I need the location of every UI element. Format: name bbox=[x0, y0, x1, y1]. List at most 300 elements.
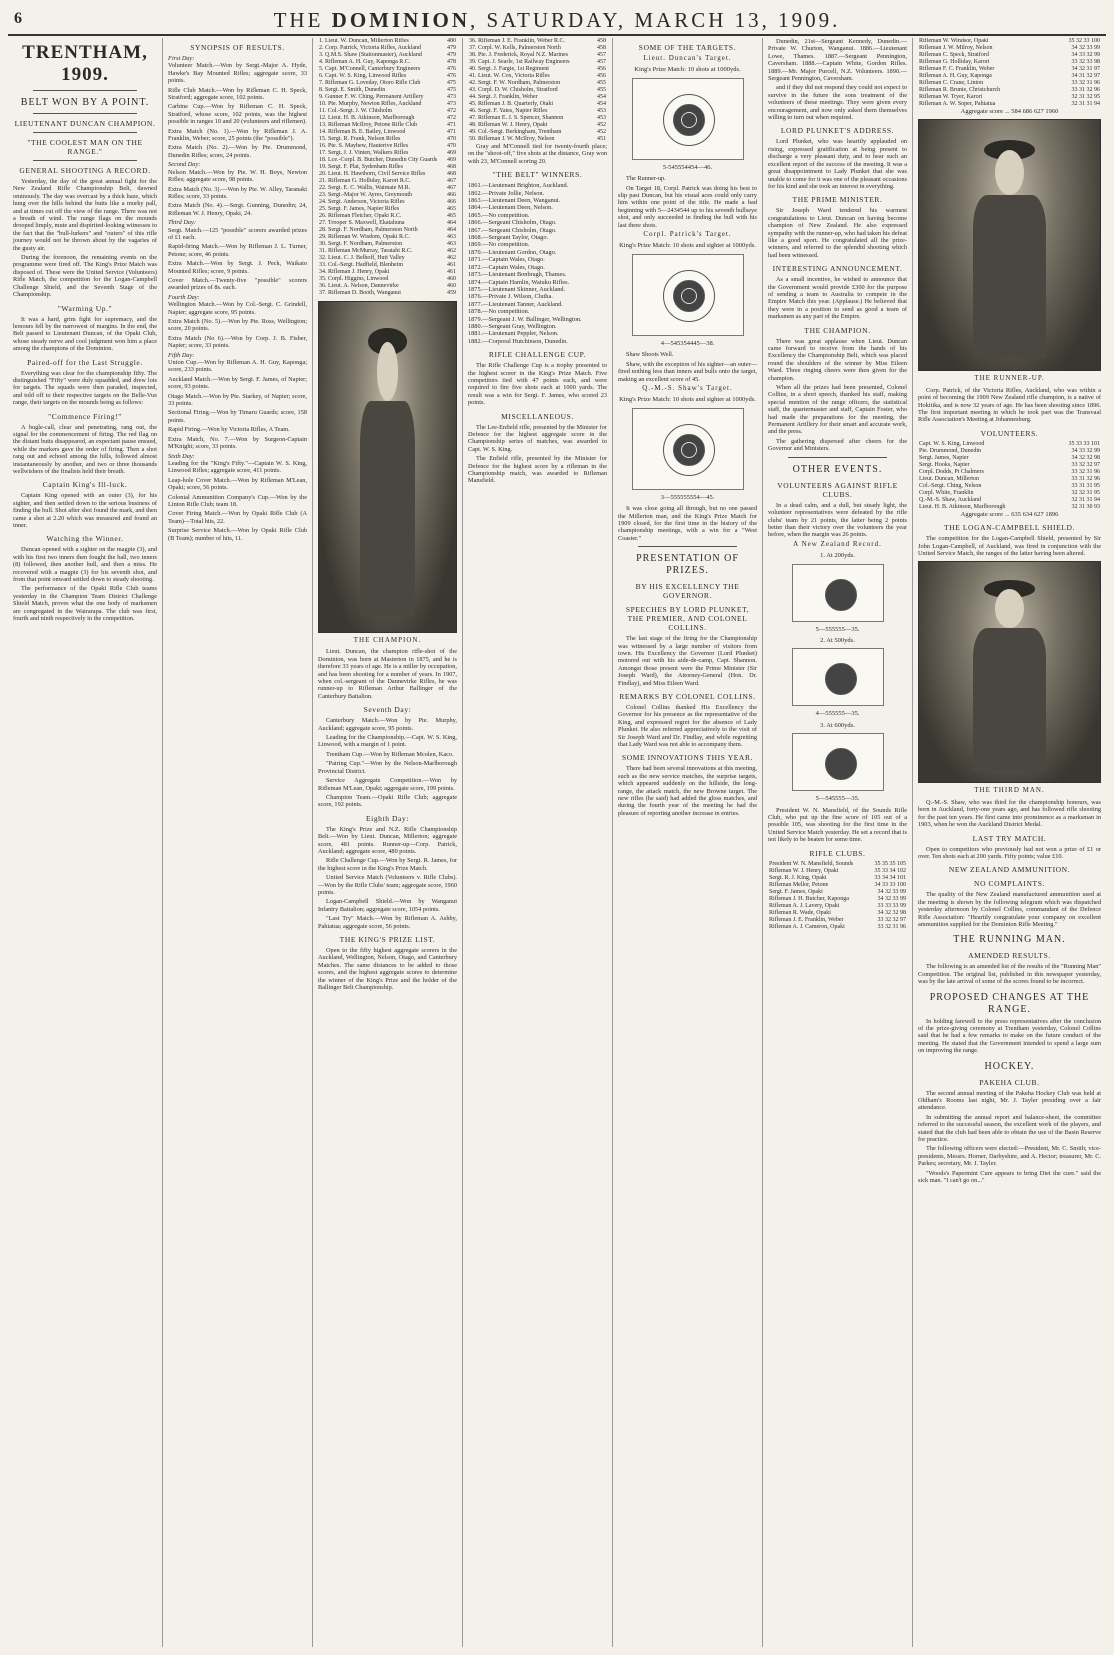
row-name: 6. Capt. W. S. King, Linwood Rifles bbox=[319, 73, 407, 79]
paragraph: Sir Joseph Ward tendered his warmest congratulations to Lieut. Duncan on having become champion of New Zealand. He also expressed sympathy with the runner-up, who had taken his defeat like a good sport. He congratulated all the prize-winners, and referred to the splendid shooting which had been witnessed. bbox=[768, 207, 907, 259]
row-name: 43. Corpl. D. W. Chisholm, Stratford bbox=[469, 87, 558, 93]
result-text: Volunteer Match.—Won by Sergt.-Major A. Hyde, Hawke's Bay Mounted Rifles; aggregate score, 33 points. bbox=[168, 62, 307, 85]
aggregate: Aggregate score ... 584 686 627 1960 bbox=[960, 108, 1059, 115]
table-row bbox=[318, 66, 457, 73]
table-row bbox=[918, 462, 1101, 469]
row-score: 468 bbox=[447, 171, 456, 177]
row-name: Rifleman A. W. Soper, Pahiatua bbox=[919, 101, 996, 107]
paragraph: Canterbury Match.—Won by Pte. Murphy, Auckland; aggregate score, 95 points. bbox=[318, 717, 457, 732]
table-row bbox=[918, 80, 1101, 87]
winner-entry: 1862.—Private Jollie, Nelson. bbox=[468, 189, 545, 197]
result-item bbox=[168, 494, 307, 509]
row-name: Rifleman A. J. Lavery, Opaki bbox=[769, 902, 840, 909]
row-score: 476 bbox=[447, 73, 456, 79]
row-score: 456 bbox=[597, 73, 606, 79]
row-name: 3. Q.M.S. Shaw (Stationmaster), Auckland bbox=[319, 52, 422, 58]
row-name: 45. Rifleman J. B. Quarterly, Otaki bbox=[469, 101, 554, 107]
result-item bbox=[168, 318, 307, 333]
result-item bbox=[168, 527, 307, 542]
table-row bbox=[918, 504, 1101, 511]
table-row bbox=[918, 94, 1101, 101]
paragraph: Gray and M'Connell tied for twenty-fourth place; on the "shoot-off," five shots at the distance, Gray won with 23, M'Connell scoring 20. bbox=[468, 143, 607, 165]
table-row bbox=[318, 115, 457, 122]
table-row bbox=[468, 52, 607, 59]
row-score: 462 bbox=[447, 255, 456, 261]
paragraph: The following is an amended list of the results of the "Running Man" Competition. The original list, published in this newspaper yesterday, was by the late arrival of some of the scores found to be incorrect. bbox=[918, 963, 1101, 986]
result-item bbox=[168, 260, 307, 275]
result-item bbox=[168, 202, 307, 217]
row-score: 478 bbox=[447, 59, 456, 65]
row-name: 22. Sergt. E. C. Wallis, Waimate M.R. bbox=[319, 185, 411, 191]
paragraph: The gathering dispersed after cheers for the Governor and Ministers. bbox=[768, 437, 907, 453]
table-row bbox=[768, 896, 907, 903]
paragraph: As a small incentive, he wished to announce that the Government would provide £300 for the purpose of sending a team to Australia to compete in the Empire Match this year. (Applause.) He believed that they were in a position to send as good a team of marksmen as any part of the Empire. bbox=[768, 276, 907, 321]
row-name: Lieut. H. B. Atkinson, Marlborough bbox=[919, 503, 1006, 510]
result-item bbox=[168, 161, 307, 183]
table-row bbox=[768, 882, 907, 889]
table-row bbox=[318, 276, 457, 283]
paragraph: Leading for the Championship.—Capt. W. S. King, Linwood, with a margin of 1 point. bbox=[318, 734, 457, 749]
row-name: 16. Pte. S. Mayhew, Hauterive Rifles bbox=[319, 143, 409, 149]
row-name: Sergt. R. J. King, Opaki bbox=[769, 874, 827, 881]
paragraph: The competition for the Logan-Campbell Shield, presented by Sir John Logan-Campbell, of Auckland, was fired in conjunction with the United Service Match, the ranges of the latter having been altered. bbox=[918, 535, 1101, 558]
winner-entry: 1876.—Private J. Wilson, Clutha. bbox=[468, 293, 553, 301]
column-3 bbox=[313, 38, 463, 1647]
table-row bbox=[318, 283, 457, 290]
row-name: 26. Rifleman Fletcher, Opaki R.C. bbox=[319, 213, 402, 219]
row-score: 467 bbox=[447, 178, 456, 184]
paragraph: The Rifle Challenge Cup is a trophy presented to the highest scorer in the King's Prize Match. Five competitors tied with 47 points each, and were required to fire five shots each at 1000 yards. The result was a win for Sergt. F. James, who scored 23 points. bbox=[468, 362, 607, 407]
table-row bbox=[318, 248, 457, 255]
paragraph: Colonel Collins thanked His Excellency the Governor for his presence as the representative of the King, and expressed regret for the absence of Lady Plunket. He also referred appreciatively to the visit of Sir Joseph Ward and Dr. Findlay, and while regretting that Lady Ward was not able to accompany them. bbox=[618, 704, 757, 749]
paragraph: The Enfield rifle, presented by the Minister for Defence for the highest score by a rifleman in the Championship match, was awarded to Rifleman Mansfield. bbox=[468, 455, 607, 485]
result-item bbox=[168, 103, 307, 125]
result-item bbox=[168, 376, 307, 391]
row-score: 33 32 33 98 bbox=[1071, 59, 1100, 65]
paragraph: Open to competitors who previously had not won a prize of £1 or over. Ten shots each at 200 yards. Fifty points; value £10. bbox=[918, 845, 1101, 860]
section-presentation: PRESENTATION OF PRIZES. bbox=[636, 553, 739, 577]
paragraph: Lieut. Duncan, the champion rifle-shot of the Dominion, was born at Masterton in 1875, and he is therefore 33 years of age. He is a miller by occupation, and has been shooting for a number of years. In 1907, when col.-sergeant of the Dannevirke Rifles, he was runner-up to Rifleman Arthur Ballinger of the Canterbury Battalion. bbox=[318, 648, 457, 700]
paragraph: "Last Try" Match.—Won by Rifleman A. Ashby, Pahiatua; aggregate score, 56 points. bbox=[318, 915, 457, 930]
result-text: Union Cup.—Won by Rifleman A. H. Guy, Kaponga; score, 233 points. bbox=[168, 359, 307, 374]
target-score: 5-545554454—46. bbox=[662, 163, 713, 171]
row-name: Rifleman W. Windsor, Opaki bbox=[919, 38, 989, 44]
result-text: Leap-hole Cover Match.—Won by Rifleman M'Lean, Opaki; score, 56 points. bbox=[168, 476, 307, 492]
row-name: 10. Pte. Murphy, Newton Rifles, Auckland bbox=[319, 101, 422, 107]
paragraph: The Runner-up. bbox=[626, 175, 666, 183]
record-target-1 bbox=[792, 564, 884, 622]
table-row bbox=[918, 455, 1101, 462]
row-name: Rifleman G. Holliday, Karori bbox=[919, 59, 990, 65]
result-text: Cover Firing Match.—Won by Opaki Rifle Club (A Team)—Total hits, 22. bbox=[168, 510, 307, 525]
row-name: Q.-M.-S. Shaw, Auckland bbox=[919, 496, 981, 503]
row-name: 49. Col.-Sergt. Berkingham, Trentham bbox=[469, 129, 562, 135]
target-title-duncan: Lieut. Duncan's Target. bbox=[643, 54, 732, 62]
row-name: Rifleman A. J. Cameron, Opaki bbox=[769, 923, 845, 930]
row-name: 31. Rifleman McMurray, Taratahi R.C. bbox=[319, 248, 413, 254]
section-warming: "Warming Up." bbox=[57, 303, 113, 313]
row-name: Rifleman J. H. Butcher, Kaponga bbox=[769, 895, 849, 902]
paragraph: It was close going all through, but no one passed the Millerton man, and the King's Prize Match for 1909 closed, for the first time in the history of the championship meetings, with a win for a "West Coaster." bbox=[618, 505, 757, 542]
table-row bbox=[318, 234, 457, 241]
table-row bbox=[318, 45, 457, 52]
target-title-shaw: Q.-M.-S. Shaw's Target. bbox=[642, 383, 733, 392]
row-score: 457 bbox=[597, 52, 606, 58]
row-name: 40. Sergt. J. Fargie, 1st Regiment bbox=[469, 66, 549, 72]
winner-entry: 1870.—Lieutenant Gordon, Otago. bbox=[468, 248, 557, 256]
row-score: 451 bbox=[597, 136, 606, 142]
winner-entry: 1874.—Captain Hamlin, Waiuku Rifles. bbox=[468, 278, 570, 286]
row-score: 455 bbox=[597, 80, 606, 86]
paragraph: In a dead calm, and a dull, but steady light, the volunteer representatives were defeated by the rifle clubs' team by 21 points, the latter being 2 points better than their victory over the volunteers the year before, when the margin was 26 points. bbox=[768, 501, 907, 539]
row-score: 461 bbox=[447, 262, 456, 268]
table-row bbox=[468, 101, 607, 108]
table-row bbox=[318, 185, 457, 192]
row-name: 36. Rifleman J. E. Franklin, Weber R.C. bbox=[469, 38, 566, 44]
table-row bbox=[318, 157, 457, 164]
row-score: 32 31 31 94 bbox=[1071, 101, 1100, 107]
paragraph: and if they did not respond they could not expect to survive in the future the sons treatment of the volunteers of these meetings. They were given every encouragement, and now only asked them themselves willing to turn out when required. bbox=[768, 84, 907, 122]
row-score: 461 bbox=[447, 269, 456, 275]
paragraph: On Target 18, Corpl. Patrick was doing his best to slip past Duncan, but his visual aces could only carry him within one point of the title. He made a bad beginning with 5—2434544 up to his seventh bullseye shot, and only succeeded in finding the bull with his last three shots. bbox=[618, 184, 757, 229]
row-name: Rifleman Mellor, Petone bbox=[769, 881, 829, 888]
winner-entry: 1871.—Captain Wales, Otago. bbox=[468, 256, 545, 264]
table-row bbox=[318, 87, 457, 94]
table-row bbox=[318, 199, 457, 206]
row-name: 12. Lieut. H. B. Atkinson, Marlborough bbox=[319, 115, 415, 121]
table-row bbox=[918, 87, 1101, 94]
result-day-label: Sixth Day: bbox=[168, 452, 195, 460]
section-champion: THE CHAMPION. bbox=[804, 325, 871, 335]
result-text: Extra Match (No 6).—Won by Corp. J. B. Fisher, Napier; score, 33 points. bbox=[168, 334, 307, 350]
table-row bbox=[318, 213, 457, 220]
table-row bbox=[468, 94, 607, 101]
table-row bbox=[318, 269, 457, 276]
paragraph: Shaw, with the exception of his sighter—an outer—fired nothing less than inners and bulls onto the target, making an excellent score of 45. bbox=[618, 360, 757, 383]
paragraph: The quality of the New Zealand manufactured ammunition used at the meeting is shown by the following telegram which was dispatched yesterday afternoon by Colonel Collins, commandant of the Defence Rifle Association: "Heartily congratulate your company on excellent ammunition supplied for the Dominion Rifle Meeting." bbox=[918, 891, 1101, 928]
paragraph: It was a hard, grim fight for supremacy, and the honours fell by the narrowest of margins. In the end, the Belt passed to Lieutenant Duncan, of the Opaki Club, whose steady nerve and cool judgment won him a place among the champions of the Dominion. bbox=[13, 315, 157, 353]
row-score: 471 bbox=[447, 122, 456, 128]
result-item bbox=[168, 352, 307, 374]
row-score: 32 32 31 95 bbox=[1071, 489, 1100, 496]
result-text: Nelson Match.—Won by Pte. W. H. Boys, Newton Rifles; aggregate score, 98 points. bbox=[168, 168, 307, 184]
paragraph: When all the prizes had been presented, Colonel Collins, in a short speech, thanked his staff, making special mention of the range officers, the statistical staff, the quartermaster and staff, Captain Foster, who had made the preparations for the meeting, the Permanent Artillery for their smart and accurate work, and the press. bbox=[768, 384, 907, 436]
record-target-2 bbox=[792, 648, 884, 706]
row-score: 458 bbox=[597, 45, 606, 51]
row-name: 11. Col.-Sergt. J. W. Chisholm bbox=[319, 108, 393, 114]
result-text: Cover Match.—Twenty-five "possible" scorers awarded prizes of 8s. each. bbox=[168, 276, 307, 292]
row-name: Sergt. F. James, Opaki bbox=[769, 888, 823, 895]
row-score: 452 bbox=[597, 129, 606, 135]
section-innovations: SOME INNOVATIONS THIS YEAR. bbox=[621, 753, 754, 763]
row-name: 46. Sergt. F. Yates, Napier Rifles bbox=[469, 108, 548, 114]
table-row bbox=[468, 108, 607, 115]
row-name: 42. Sergt. F. W. Nordham, Palmerston bbox=[469, 80, 561, 86]
subhead-belt: BELT WON BY A POINT. bbox=[20, 97, 150, 108]
result-text: Leading for the "King's Fifty."—Captain W. S. King, Linwood Rifles; aggregate score, 411 points. bbox=[168, 459, 307, 475]
paragraph: During the forenoon, the remaining events on the programme were fired off. The King's Prize Match was disposed of. These were the United Service (Volunteers) Rifle Match, the competition for the Logan-Campbell Challenge Shield, and the Seventh Stage of the Championship. bbox=[13, 254, 157, 299]
result-item bbox=[168, 294, 307, 316]
row-name: 37. Corpl. W. Kells, Palmerston North bbox=[469, 45, 561, 51]
result-item bbox=[168, 409, 307, 424]
row-name: 41. Lieut. W. Cox, Victoria Rifles bbox=[469, 73, 550, 79]
paragraph: Captain King opened with an outer (3), for his sighter, and then settled down to the serious business of finding the bull. Shot after shot found the mark, and then came a shot at 2.20 which was measured and found an inner. bbox=[13, 492, 157, 530]
paragraph: Shaw Shoots Well. bbox=[626, 351, 674, 359]
row-name: 19. Sergt. F. Plat, Sydenham Rifles bbox=[319, 164, 403, 170]
paragraph: Yesterday, the day of the great annual fight for the New Zealand Rifle Championship Belt, dawned ominously. The day was overcast by a thick haze, which hung over the hills behind the butts like a murky pall, and at times cut off the view of the range. There was not a breath of wind. The range flags on the mounds drooped limply, mute and dispirited-looking witnesses to the fact that the "bull-lurkers" and "outers" of this rifle journey would not be thrown about by the vagaries of the gusty air. bbox=[13, 178, 157, 252]
columns bbox=[8, 38, 1106, 1647]
result-text: Carbine Cup.—Won by Rifleman C. H. Speck, Stratford, whose score, 102 points, was the highest possible in ranges 10 and 20 (volunteers and riflemen). bbox=[168, 103, 307, 126]
section-other-events: OTHER EVENTS. bbox=[792, 463, 883, 475]
table-row bbox=[318, 52, 457, 59]
section-king: Captain King's Ill-luck. bbox=[42, 480, 128, 490]
title-main: DOMINION bbox=[331, 8, 470, 32]
table-row bbox=[918, 66, 1101, 73]
row-name: 48. Rifleman W. J. Henry, Opaki bbox=[469, 122, 548, 128]
table-row bbox=[318, 101, 457, 108]
result-item bbox=[168, 335, 307, 350]
result-item bbox=[168, 436, 307, 451]
winner-entry: 1867.—Sergeant Chisholm, Otago. bbox=[468, 226, 557, 234]
table-row bbox=[918, 73, 1101, 80]
row-score: 475 bbox=[447, 80, 456, 86]
table-row bbox=[918, 483, 1101, 490]
newspaper-title: THE DOMINION, SATURDAY, MARCH 13, 1909. bbox=[273, 8, 841, 32]
target-sub: King's Prize Match: 10 shots and sighter at 1000yds. bbox=[619, 242, 756, 250]
section-general: GENERAL SHOOTING A RECORD. bbox=[19, 166, 151, 175]
result-text: Extra Match (No. 5).—Won by Pte. Ross, Wellington; score, 20 points. bbox=[168, 318, 307, 333]
row-score: 479 bbox=[447, 45, 456, 51]
row-name: Col.-Sergt. Ching, Nelson bbox=[919, 482, 982, 489]
table-row bbox=[918, 101, 1101, 108]
row-score: 479 bbox=[447, 52, 456, 58]
row-score: 32 31 31 94 bbox=[1071, 496, 1100, 503]
table-row bbox=[918, 469, 1101, 476]
table-row bbox=[918, 476, 1101, 483]
kings-prize-table-pre bbox=[468, 38, 607, 143]
row-score: 34 33 32 99 bbox=[1071, 52, 1100, 58]
table-row bbox=[318, 59, 457, 66]
row-score: 33 34 34 101 bbox=[874, 874, 906, 881]
row-score: 472 bbox=[447, 108, 456, 114]
row-name: Rifleman R. Brunie, Christchurch bbox=[919, 87, 1001, 93]
row-score: 470 bbox=[447, 136, 456, 142]
paragraph: The performance of the Opaki Rifle Club teams yesterday in the Champion Team District Challenge Shield Match, proves what the one body of marksmen are congregated in the Wairarapa. The club was first, fourth and ninth respectively in the competition. bbox=[13, 585, 157, 623]
row-score: 33 31 32 96 bbox=[1071, 87, 1100, 93]
result-text: Extra Match (No. 4).—Sergt. Gunning, Dunedin; 24, Rifleman W. J. Henry, Opaki, 24. bbox=[168, 202, 307, 217]
row-name: Rifleman J. W. Milroy, Nelson bbox=[919, 45, 993, 51]
row-score: 35 35 35 105 bbox=[874, 860, 906, 867]
row-name: 13. Rifleman McIlroy, Petone Rifle Club bbox=[319, 122, 418, 128]
row-score: 466 bbox=[447, 199, 456, 205]
section-winner: Watching the Winner. bbox=[46, 534, 124, 544]
row-name: 25. Sergt. F. James, Napier Rifles bbox=[319, 206, 400, 212]
row-name: Corpl. Dodds, Pt Chalmers bbox=[919, 468, 984, 475]
table-row bbox=[918, 490, 1101, 497]
row-name: 20. Lieut. H. Hawthorn, Civil Service Rifles bbox=[319, 171, 426, 177]
paragraph: United Service Match (Volunteers v. Rifle Clubs).—Won by the Rifle Clubs' team; aggregate score, 1960 points. bbox=[318, 874, 457, 896]
row-name: 50. Rifleman J. W. McIlroy, Nelson bbox=[469, 136, 555, 142]
table-row bbox=[468, 129, 607, 136]
winner-entry: 1868.—Sergeant Taylor, Otago. bbox=[468, 234, 549, 242]
section-pakeha: PAKEHA CLUB. bbox=[979, 1077, 1040, 1087]
section-amended: AMENDED RESULTS. bbox=[968, 951, 1051, 961]
row-score: 457 bbox=[597, 59, 606, 65]
row-name: 21. Rifleman G. Holliday, Karori R.C. bbox=[319, 178, 411, 184]
row-name: Sergt. Hooks, Napier bbox=[919, 461, 970, 468]
row-score: 469 bbox=[447, 157, 456, 163]
record-score: 4—555555—35. bbox=[815, 710, 860, 718]
record-range: 2. At 500yds. bbox=[820, 636, 855, 644]
row-name: 8. Sergt. E. Smith, Dunedin bbox=[319, 87, 386, 93]
result-text: Rapid Firing.—Won by Victoria Rifles, A Team. bbox=[168, 426, 290, 434]
table-row bbox=[318, 94, 457, 101]
section-belt-winners: "THE BELT" WINNERS. bbox=[492, 170, 583, 180]
column-4 bbox=[463, 38, 613, 1647]
row-name: 37. Rifleman D. Booth, Wanganui bbox=[319, 290, 401, 296]
result-text: Extra Match (No. 2).—Won by Pte. Drummond, Dunedin Rifles; score, 24 points. bbox=[168, 144, 307, 159]
table-row bbox=[468, 80, 607, 87]
target-score: 4—545354445—38. bbox=[660, 339, 715, 347]
section-running-man: THE RUNNING MAN. bbox=[953, 934, 1066, 946]
subhead-coolest: "THE COOLEST MAN ON THE RANGE." bbox=[27, 138, 143, 156]
row-name: Rifleman C. Speck, Stratford bbox=[919, 52, 989, 58]
table-row bbox=[318, 150, 457, 157]
paragraph: "Woods's Papermint Cure appears to bring Diet the cure." said the sick man. "I can't go on..." bbox=[918, 1169, 1101, 1185]
table-row bbox=[318, 108, 457, 115]
section-kings-prize-list: THE KING'S PRIZE LIST. bbox=[339, 935, 436, 944]
row-name: 47. Rifleman E. J. S. Spencer, Shannon bbox=[469, 115, 564, 121]
row-score: 456 bbox=[597, 66, 606, 72]
row-score: 471 bbox=[447, 129, 456, 135]
row-score: 460 bbox=[447, 283, 456, 289]
section-plunket: LORD PLUNKET'S ADDRESS. bbox=[780, 126, 895, 136]
paragraph: Open to the fifty highest aggregate scorers in the Auckland, Wellington, Nelson, Otago, and Canterbury Matches. The same distances to be added to those scores, and the highest aggregate scores to determine the winner of the King's Prize and the holder of the Ballinger Belt Championship. bbox=[318, 947, 457, 992]
row-name: 15. Sergt. R. Frank, Nelson Rifles bbox=[319, 136, 401, 142]
result-text: Surprise Service Match.—Won by Opaki Rifle Club (B Team); number of hits, 11. bbox=[168, 527, 307, 542]
row-score: 473 bbox=[447, 94, 456, 100]
table-row bbox=[318, 80, 457, 87]
row-name: 33. Col.-Sergt. Hadfield, Blenheim bbox=[319, 262, 404, 268]
row-name: Rifleman W. J. Henry, Opaki bbox=[769, 867, 839, 874]
synopsis-list bbox=[168, 55, 307, 542]
row-score: 454 bbox=[597, 94, 606, 100]
section-announcement: INTERESTING ANNOUNCEMENT. bbox=[772, 264, 903, 274]
subhead-champion: LIEUTENANT DUNCAN CHAMPION. bbox=[14, 119, 156, 128]
column-2 bbox=[163, 38, 313, 1647]
row-score: 455 bbox=[597, 87, 606, 93]
result-text: Sergt. Match.—125 "possible" scorers awarded prizes of £1 each. bbox=[168, 226, 307, 241]
row-score: 476 bbox=[447, 66, 456, 72]
paragraph: Everything was clear for the championship fifty. The distinguished "Fifty" were duly squadded, and drew lots for targets. The squads were then paraded, inspected, and told off to their respective targets on the Belle-Vue range, their targets on the mounds being as follows: bbox=[13, 369, 157, 407]
result-text: Sectional Firing.—Won by Timaru Guards; score, 158 points. bbox=[168, 409, 307, 424]
row-score: 463 bbox=[447, 234, 456, 240]
table-row bbox=[768, 889, 907, 896]
section-prime-minister: THE PRIME MINISTER. bbox=[792, 195, 883, 205]
result-item bbox=[168, 393, 307, 408]
record-title: A New Zealand Record. bbox=[793, 539, 882, 548]
winner-entry: 1879.—Sergeant J. W. Ballinger, Wellington. bbox=[468, 315, 582, 323]
row-score: 462 bbox=[447, 248, 456, 254]
table-row bbox=[468, 122, 607, 129]
result-item bbox=[168, 186, 307, 201]
result-item bbox=[168, 144, 307, 159]
winner-entry: 1881.—Lieutenant Peppler, Nelson. bbox=[468, 330, 559, 338]
table-row bbox=[318, 122, 457, 129]
target-shaw bbox=[632, 408, 744, 490]
winner-entry: 1861.—Lieutenant Brighton, Auckland. bbox=[468, 182, 569, 190]
row-name: 32. Lieut. C. J. Belhoff, Hutt Valley bbox=[319, 255, 405, 261]
row-name: 39. Capt. J. Searle, 1st Railway Engineers bbox=[469, 59, 570, 65]
result-item bbox=[168, 477, 307, 492]
paragraph: Q.-M.-S. Shaw, who was third for the championship honours, was born in Auckland, forty-one years ago, and has followed rifle shooting for the past ten years. He first came into prominence as a marksman in 1903, when he won the Auckland District Medal. bbox=[918, 798, 1101, 829]
result-text: Extra Match (No. 3).—Won by Pte. W. Alley, Taranaki Rifles; score, 33 points. bbox=[168, 185, 307, 200]
record-range: 1. At 200yds. bbox=[820, 552, 855, 560]
target-sub: King's Prize Match: 10 shots and sighter at 1000yds. bbox=[619, 396, 756, 404]
section-collins: REMARKS BY COLONEL COLLINS. bbox=[619, 692, 756, 701]
row-score: 33 32 31 96 bbox=[877, 923, 906, 930]
row-name: 34. Rifleman J. Henry, Opaki bbox=[319, 269, 390, 275]
title-date: SATURDAY, MARCH 13, 1909. bbox=[486, 8, 841, 32]
winner-entry: 1864.—Lieutenant Deen, Nelson. bbox=[468, 204, 553, 212]
row-score: 33 31 31 95 bbox=[1071, 482, 1100, 489]
target-duncan bbox=[632, 78, 744, 160]
table-row bbox=[768, 924, 907, 931]
paragraph: Dunedin, 21st—Sergeant Kennedy, Dunedin.—Private W. Churton, Wanganui. 1886.—Lieutenant Lowe, Thames. 1887.—Sergeant Pennington, Caversham. 1888.—Captain White, Gordon Rifles. 1889.—Mr. Major Purcell, N.Z. Volunteers. 1890.—Sergeant Pennington, Caversham. bbox=[768, 38, 907, 83]
row-name: Rifleman F. C. Franklin, Weber bbox=[919, 66, 995, 72]
section-targets: SOME OF THE TARGETS. bbox=[638, 43, 737, 52]
row-score: 475 bbox=[447, 87, 456, 93]
winner-entry: 1878.—No competition. bbox=[468, 308, 530, 316]
row-score: 34 32 32 98 bbox=[1071, 454, 1100, 461]
table-row bbox=[318, 220, 457, 227]
record-range: 3. At 600yds. bbox=[820, 721, 855, 729]
paragraph: The Lee-Enfield rifle, presented by the Minister for Defence for the highest aggregate score in the Championship series of matches, was awarded to Capt. W. S. King. bbox=[468, 423, 607, 453]
row-score: 33 32 31 96 bbox=[1071, 468, 1100, 475]
row-score: 35 33 33 101 bbox=[1068, 440, 1100, 447]
record-score: 5—555555—35. bbox=[815, 625, 860, 633]
result-item bbox=[168, 219, 307, 241]
row-score: 453 bbox=[597, 115, 606, 121]
row-score: 34 32 33 99 bbox=[877, 888, 906, 895]
table-row bbox=[468, 66, 607, 73]
paragraph: Lord Plunket, who was heartily applauded on rising, expressed gratification at being present to discharge a very pleasant duty, and to hear such an excellent report of the success of the meeting. It was a great disappointment to Lady Plunket that she was unable to come for it was one of the pleasant occasions for his kind and she took an interest in everything. bbox=[768, 138, 907, 190]
section-volunteers: VOLUNTEERS. bbox=[980, 428, 1039, 438]
result-text: Rapid-firing Match.—Won by Rifleman J. L. Turner, Petone; score, 46 points. bbox=[168, 243, 307, 258]
table-row bbox=[918, 45, 1101, 52]
title-left: THE bbox=[273, 8, 324, 32]
row-score: 34 32 33 99 bbox=[877, 895, 906, 902]
row-score: 465 bbox=[447, 206, 456, 212]
column-5 bbox=[613, 38, 763, 1647]
column-6 bbox=[763, 38, 913, 1647]
row-score: 35 32 33 100 bbox=[1068, 38, 1100, 44]
row-score: 458 bbox=[597, 38, 606, 44]
winner-entry: 1872.—Captain Wales, Otago. bbox=[468, 263, 545, 271]
rifle-clubs-table bbox=[768, 861, 907, 931]
caption-third-man: THE THIRD MAN. bbox=[974, 786, 1045, 795]
table-row bbox=[318, 255, 457, 262]
result-text: Wellington Match.—Won by Col.-Sergt. C. Grindell, Napier; aggregate score, 95 points. bbox=[168, 301, 307, 316]
column-7 bbox=[913, 38, 1106, 1647]
row-score: 460 bbox=[447, 276, 456, 282]
row-name: 17. Sergt. J. J. Vinten, Walkers Rifles bbox=[319, 150, 409, 156]
row-name: Rifleman C. Crane, Linton bbox=[919, 80, 984, 86]
paragraph: Service Aggregate Competition.—Won by Rifleman M'Lean, Opaki; aggregate score, 199 points. bbox=[318, 777, 457, 792]
section-hockey: HOCKEY. bbox=[984, 1060, 1035, 1072]
row-name: Corpl. White, Franklin bbox=[919, 489, 974, 496]
result-day-label: Second Day: bbox=[168, 161, 201, 169]
